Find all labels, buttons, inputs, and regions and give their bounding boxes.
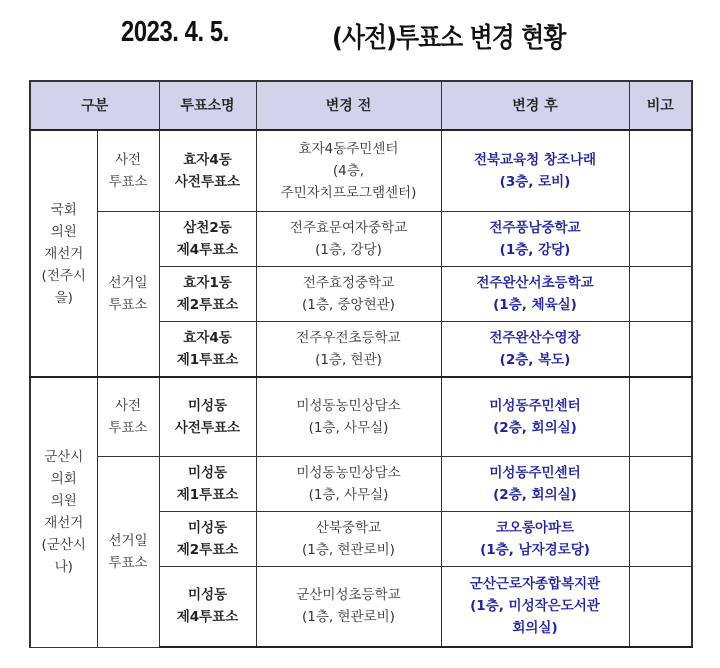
station-type-line: 투표소 [108,296,148,313]
location-after-line: (2층, 회의실) [493,486,577,503]
station-type-line: 선거일 [108,532,148,549]
station-name [159,211,256,266]
election-category-line: 나) [54,559,73,576]
station-type-line: 투표소 [108,419,148,436]
election-category-line: (전주시 [41,267,86,284]
station-name-line: 미성동 [187,397,228,414]
location-before [256,377,441,456]
election-category [30,130,97,377]
location-after-line: 전북교육청 창조나래 [473,151,597,168]
location-after-line: (1층, 남자경로당) [480,541,590,558]
location-before-line: 주민자치프로그램센터) [280,184,417,201]
location-before-line: (1층, 강당) [315,241,382,258]
location-after [441,566,629,647]
station-type [97,130,159,211]
station-name-line: 미성동 [187,587,228,604]
location-before-line: 미성동농민상담소 [296,464,401,481]
location-before-line: 전주효정중학교 [302,274,395,291]
station-type [97,377,159,456]
note-cell [629,321,692,377]
station-name-line: 제4투표소 [176,241,239,258]
station-name-line: 효자4동 [183,151,232,168]
election-category-line: 의원 [50,223,77,240]
location-after [441,130,629,211]
location-before-line: (1층, 중앙현관) [302,296,395,313]
note-cell [629,266,692,321]
station-name [159,266,256,321]
table-row [30,456,692,511]
location-before [256,130,441,211]
location-after-line: 전주완산서초등학교 [476,274,594,291]
location-before-line: (1층, 사무실) [308,486,389,503]
station-name [159,456,256,511]
document-title [0,14,720,54]
station-name [159,566,256,647]
location-before [256,456,441,511]
polling-station-change-table [29,80,693,648]
location-before [256,566,441,647]
station-name-line: 제1투표소 [176,486,239,503]
title-date: 2023. 4. 5. [121,16,229,48]
location-after [441,456,629,511]
station-name [159,130,256,211]
station-name-line: 제2투표소 [176,541,239,558]
note-cell [629,511,692,566]
election-category-line: 국회 [50,201,77,218]
location-after [441,511,629,566]
location-before-line: 군산미성초등학교 [296,587,401,604]
location-before-line: (4층, [332,162,365,179]
election-category-line: 을) [54,289,73,306]
location-after-line: 전주풍남중학교 [489,219,581,236]
location-before [256,266,441,321]
station-name-line: 미성동 [187,464,228,481]
header-before: 변경 전 [256,81,441,130]
location-after-line: (3층, 로비) [499,173,571,190]
station-name-line: 삼천2동 [183,219,232,236]
location-before [256,511,441,566]
location-before-line: (1층, 현관로비) [302,609,395,626]
table-row [30,211,692,266]
location-before-line: (1층, 현관로비) [302,541,395,558]
station-name-line: 미성동 [187,519,228,536]
station-name [159,321,256,377]
table-row [30,130,692,211]
election-category-line: 재선거 [44,515,84,532]
location-after-line: (2층, 복도) [499,351,571,368]
note-cell [629,211,692,266]
station-name [159,511,256,566]
election-category-line: 재선거 [44,245,84,262]
location-before-line: (1층, 사무실) [308,419,389,436]
location-after [441,266,629,321]
note-cell [629,377,692,456]
station-name-line: 제4투표소 [176,609,239,626]
location-before-line: 전주효문여자중학교 [289,219,408,236]
location-after-line: 군산근로자종합복지관 [469,576,601,593]
location-after-line: 회의실) [512,620,558,637]
location-after-line: (1층, 미성작은도서관 [470,598,600,615]
election-category-line: 군산시 [44,449,84,466]
station-name-line: 사전투표소 [174,419,241,436]
location-after-line: 코오롱아파트 [495,519,575,536]
station-name-line: 제2투표소 [176,296,239,313]
location-after [441,377,629,456]
location-after-line: 미성동주민센터 [489,397,581,414]
location-before-line: (1층, 현관) [315,351,382,368]
station-type [97,211,159,377]
table-header-row [30,81,692,130]
location-before [256,321,441,377]
location-before [256,211,441,266]
election-category-line: 의회 [50,471,77,488]
station-name-line: 사전투표소 [174,173,241,190]
election-category-line: (군산시 [41,537,86,554]
location-before-line: 산북중학교 [315,519,382,536]
location-before-line: 효자4동주민센터 [298,140,399,157]
table-row [30,377,692,456]
station-type-line: 사전 [114,397,142,414]
note-cell [629,456,692,511]
header-category: 구분 [30,81,159,130]
station-type-line: 선거일 [108,274,148,291]
station-name [159,377,256,456]
station-name-line: 효자1동 [183,274,232,291]
location-before-line: 미성동농민상담소 [296,397,401,414]
location-after [441,321,629,377]
location-after-line: (1층, 강당) [499,241,571,258]
table-body [30,130,692,647]
station-type [97,456,159,647]
location-after-line: 전주완산수영장 [489,329,581,346]
note-cell [629,130,692,211]
title-main: (사전)투표소 변경 현황 [332,23,566,54]
location-after-line: 미성동주민센터 [489,464,581,481]
station-type-line: 투표소 [108,173,148,190]
location-before-line: 전주우전초등학교 [296,329,401,346]
header-note: 비고 [629,81,692,130]
header-station-name: 투표소명 [159,81,256,130]
location-after-line: (1층, 체육실) [493,296,577,313]
location-after-line: (2층, 회의실) [493,419,577,436]
header-after: 변경 후 [441,81,629,130]
election-category-line: 의원 [50,493,77,510]
station-type-line: 사전 [114,151,142,168]
station-name-line: 효자4동 [183,329,232,346]
location-after [441,211,629,266]
station-type-line: 투표소 [108,554,148,571]
note-cell [629,566,692,647]
station-name-line: 제1투표소 [176,351,239,368]
election-category [30,377,97,647]
